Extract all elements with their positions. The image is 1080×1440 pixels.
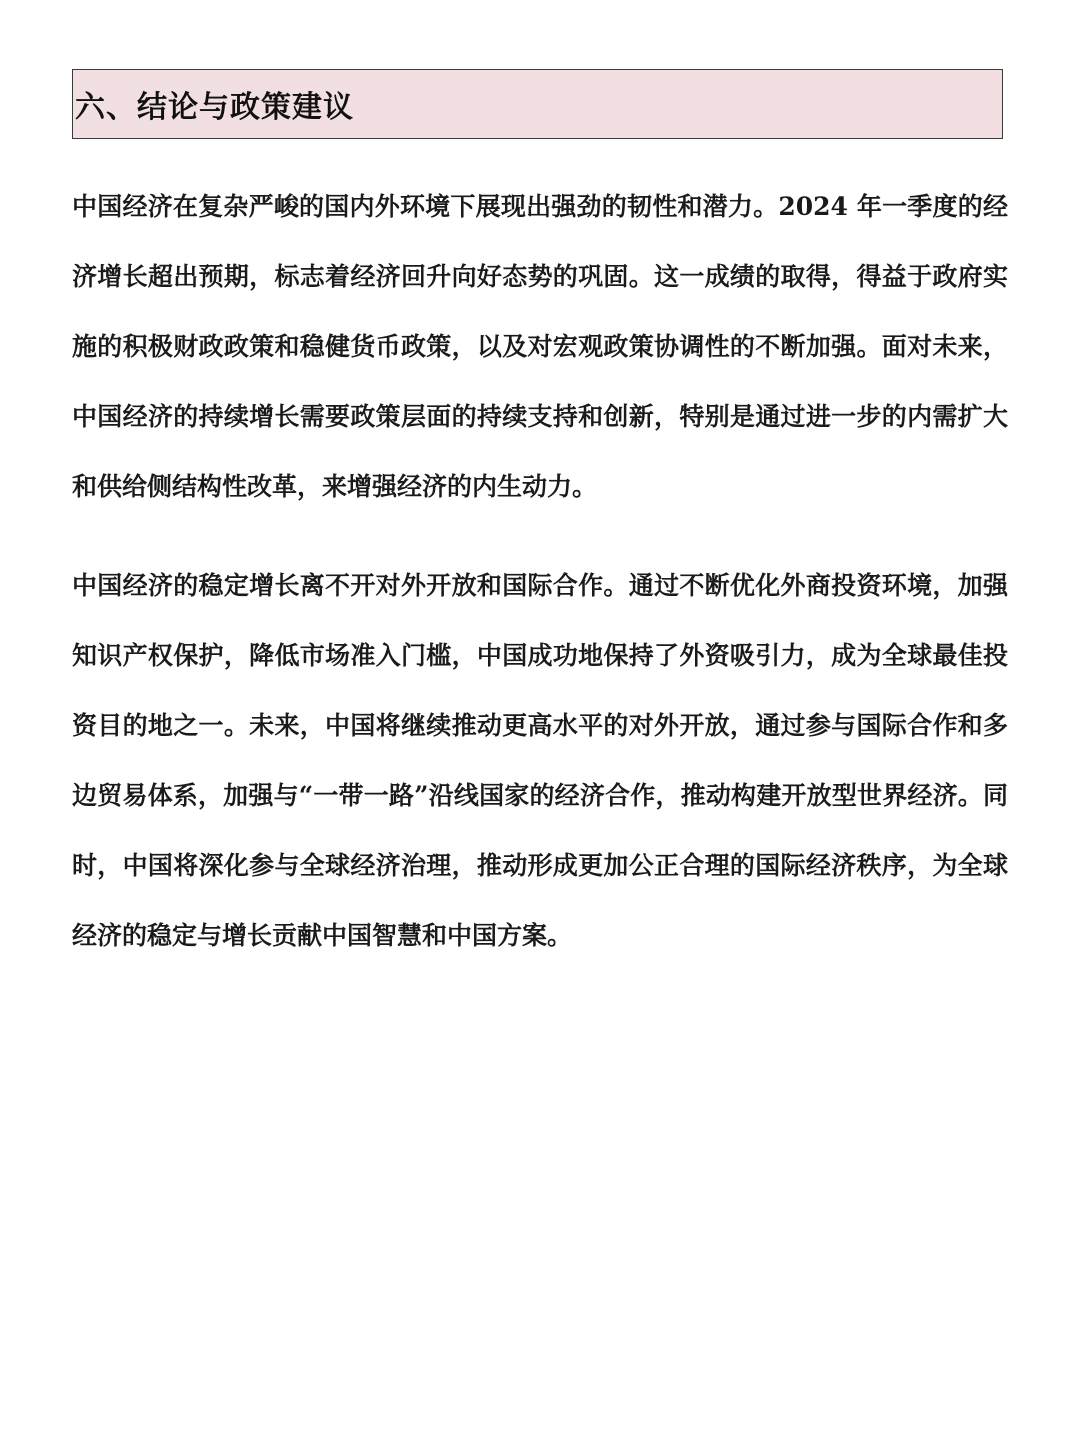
section-heading-box [72, 69, 1003, 139]
section-heading: 六、结论与政策建议 [75, 90, 354, 125]
paragraph-opening-up [72, 551, 1008, 971]
paragraph-text: 中国经济的稳定增长离不开对外开放和国际合作。通过不断优化外商投资环境，加强知识产权保护，降低市场准入门槛，中国成功地保持了外资吸引力，成为全球最佳投资目的地之一。未来，中国将继续推动更高水平的对外开放，通过参与国际合作和多边贸易体系，加强与“一带一路”沿线国家的经济合作，推动构建开放型世界经济。同时，中国将深化参与全球经济治理，推动形成更加公正合理的国际经济秩序，为全球经济的稳定与增长贡献中国智慧和中国方案。 [72, 571, 1008, 950]
paragraph-text: 中国经济在复杂严峻的国内外环境下展现出强劲的韧性和潜力。2024 年一季度的经济增长超出预期，标志着经济回升向好态势的巩固。这一成绩的取得，得益于政府实施的积极财政政策和稳健货币政策，以及对宏观政策协调性的不断加强。面对未来，中国经济的持续增长需要政策层面的持续支持和创新，特别是通过进一步的内需扩大和供给侧结构性改革，来增强经济的内生动力。 [72, 192, 1008, 501]
paragraph-conclusion [72, 172, 1008, 522]
